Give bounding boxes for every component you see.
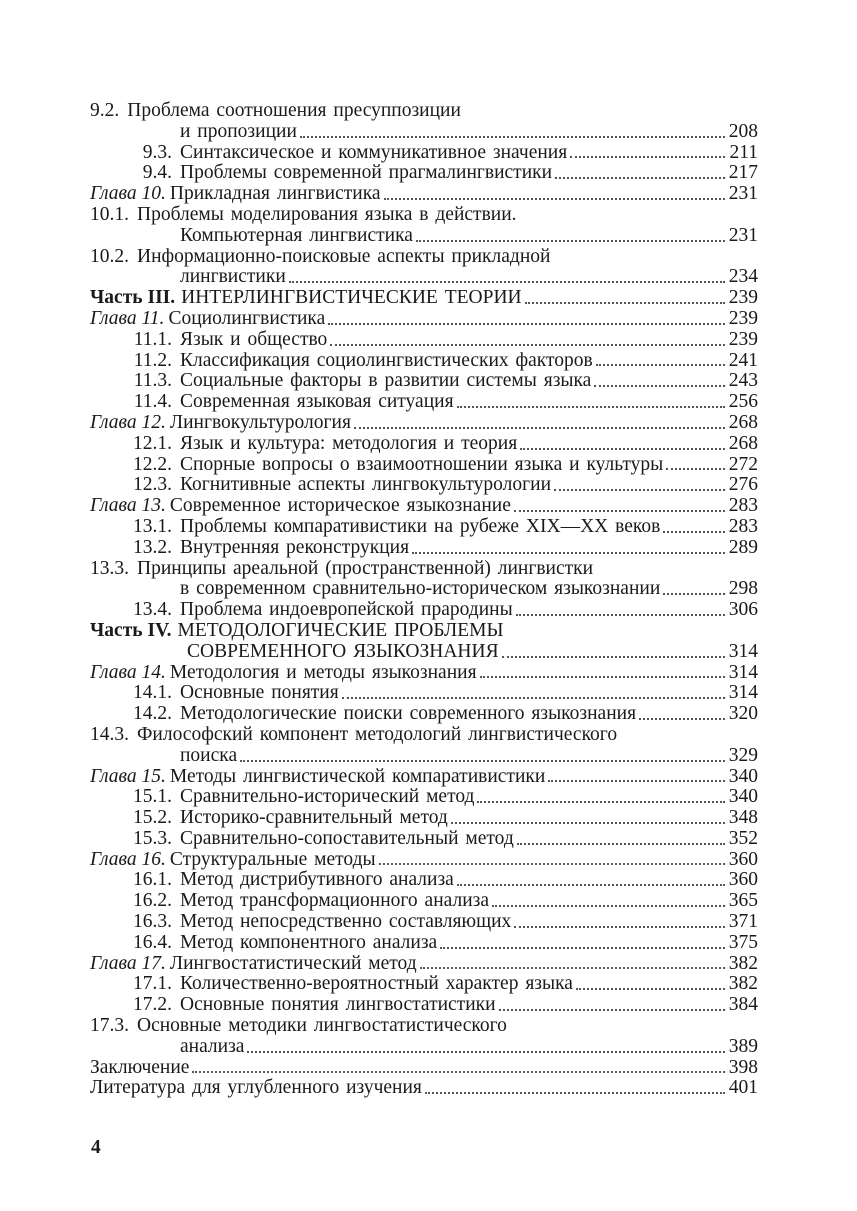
toc-page-number: 241	[728, 349, 758, 371]
toc-page-number: 329	[728, 744, 758, 766]
toc-number: Глава 10.	[90, 183, 166, 205]
toc-title: Проблемы моделирования языка в действии.	[137, 203, 517, 225]
dot-leader	[514, 921, 725, 928]
toc-number: 9.4.	[142, 162, 172, 184]
toc-number: 16.1.	[133, 869, 172, 891]
toc-label	[90, 205, 758, 226]
toc-entry	[90, 787, 758, 808]
dot-leader	[594, 380, 725, 387]
toc-label	[90, 517, 660, 538]
toc-label	[90, 933, 437, 954]
dot-leader	[440, 942, 725, 949]
toc-entry-continuation	[90, 122, 758, 143]
toc-number: 12.3.	[133, 474, 172, 496]
toc-number: 14.2.	[133, 703, 172, 725]
toc-label	[90, 288, 522, 309]
toc-page-number: 256	[728, 391, 758, 413]
dot-leader	[342, 692, 725, 699]
toc-title: Литература для углубленного изучения	[90, 1077, 422, 1099]
toc-entry	[90, 725, 758, 746]
toc-number: 11.4.	[133, 391, 172, 413]
toc-entry	[90, 621, 758, 642]
dot-leader	[596, 359, 725, 366]
toc-entry	[90, 475, 758, 496]
toc-number: Часть IV.	[90, 619, 172, 641]
toc-entry	[90, 371, 758, 392]
dot-leader	[412, 547, 725, 554]
dot-leader	[192, 1066, 725, 1073]
toc-title: Информационно-поисковые аспекты прикладной	[137, 245, 551, 267]
dot-leader	[492, 900, 725, 907]
toc-title: Методы лингвистической компаративистики	[169, 765, 546, 787]
toc-label	[90, 559, 758, 580]
toc-page-number: 239	[728, 328, 758, 350]
toc-entry	[90, 704, 758, 725]
toc-title: Современная языковая ситуация	[180, 391, 454, 413]
toc-number: 12.2.	[133, 453, 172, 475]
toc-entry	[90, 1058, 758, 1079]
dot-leader	[639, 713, 725, 720]
toc-title: Спорные вопросы о взаимоотношении языка и культуры	[180, 453, 664, 475]
toc-title: Метод дистрибутивного анализа	[180, 869, 454, 891]
toc-entry	[90, 247, 758, 268]
toc-page-number: 340	[728, 765, 758, 787]
toc-title: Историко-сравнительный метод	[180, 807, 448, 829]
toc-entry-continuation	[90, 1037, 758, 1058]
toc-label	[90, 663, 477, 684]
toc-entry	[90, 434, 758, 455]
dot-leader	[425, 1087, 725, 1094]
toc-label	[90, 392, 454, 413]
toc-entry	[90, 870, 758, 891]
toc-page-number: 314	[728, 661, 758, 683]
toc-label	[90, 870, 454, 891]
toc-label	[90, 954, 417, 975]
toc-entry	[90, 974, 758, 995]
toc-page-number: 340	[728, 786, 758, 808]
toc-title: Проблема соотношения пресуппозиции	[127, 100, 461, 121]
toc-title: Методологические поиски современного языкознания	[180, 703, 637, 725]
toc-page-number: 272	[728, 453, 758, 475]
toc-title: Принципы ареальной (пространственной) лингвистки	[137, 557, 594, 579]
dot-leader	[384, 193, 725, 200]
toc-entry	[90, 829, 758, 850]
toc-entry	[90, 850, 758, 871]
toc-title-continuation: и пропозиции	[180, 120, 297, 142]
toc-entry	[90, 995, 758, 1016]
toc-title-continuation: лингвистики	[180, 266, 286, 288]
toc-entry	[90, 1016, 758, 1037]
toc-number: 14.3.	[90, 723, 129, 745]
toc-title: Основные методики лингвостатистического	[137, 1015, 507, 1037]
toc-page-number: 243	[728, 370, 758, 392]
toc-entry	[90, 455, 758, 476]
toc-page-number: 283	[728, 515, 758, 537]
toc-page-number: 231	[728, 224, 758, 246]
toc-title: Когнитивные аспекты лингвокультурологии	[180, 474, 552, 496]
toc-title: Количественно-вероятностный характер языка	[180, 973, 573, 995]
toc-page-number: 389	[728, 1035, 758, 1057]
toc-label	[90, 850, 376, 871]
toc-entry-continuation	[90, 267, 758, 288]
toc-title: Внутренняя реконструкция	[180, 536, 410, 558]
toc-label	[90, 621, 758, 642]
dot-leader	[502, 651, 725, 658]
toc-label	[90, 309, 325, 330]
dot-leader	[663, 588, 725, 595]
toc-page-number: 314	[728, 682, 758, 704]
dot-leader	[477, 796, 725, 803]
dot-leader	[247, 1046, 725, 1053]
toc-label	[90, 912, 511, 933]
toc-label	[90, 995, 496, 1016]
toc-label	[90, 496, 511, 517]
toc-entry-continuation	[90, 226, 758, 247]
toc-entry	[90, 891, 758, 912]
toc-title: Структуральные методы	[169, 848, 376, 870]
toc-title: Основные понятия	[180, 682, 339, 704]
toc-number: 17.2.	[133, 994, 172, 1016]
toc-number: 10.2.	[90, 245, 129, 267]
toc-page-number: 398	[728, 1056, 758, 1078]
dot-leader	[517, 838, 725, 845]
toc-number: Глава 17.	[90, 952, 166, 974]
toc-title: Современное историческое языкознание	[169, 495, 511, 517]
toc-entry	[90, 517, 758, 538]
toc-number: Глава 11.	[90, 307, 165, 329]
toc-page-number: 231	[728, 183, 758, 205]
toc-number: 13.1.	[133, 515, 172, 537]
dot-leader	[663, 526, 725, 533]
toc-number: 16.4.	[133, 931, 172, 953]
toc-label	[90, 725, 758, 746]
toc-title: Методология и методы языкознания	[169, 661, 477, 683]
toc-label	[90, 163, 552, 184]
toc-number: 9.2.	[90, 100, 120, 121]
toc-number: Глава 13.	[90, 495, 166, 517]
toc-page-number: 306	[728, 599, 758, 621]
toc-label	[90, 1078, 422, 1099]
toc-number: 14.1.	[133, 682, 172, 704]
toc-entry	[90, 767, 758, 788]
toc-label	[90, 184, 381, 205]
toc-entry	[90, 184, 758, 205]
dot-leader	[548, 775, 725, 782]
toc-page-number: 382	[728, 952, 758, 974]
toc-entry	[90, 663, 758, 684]
toc-title: Синтаксическое и коммуникативное значения	[180, 141, 568, 163]
toc-entry	[90, 163, 758, 184]
toc-title: Метод трансформационного анализа	[180, 890, 490, 912]
toc-entry	[90, 912, 758, 933]
toc-page-number: 276	[728, 474, 758, 496]
toc-label	[90, 683, 339, 704]
toc-label	[90, 1016, 758, 1037]
toc-label	[90, 787, 474, 808]
toc-entry	[90, 205, 758, 226]
toc-page-number: 289	[728, 536, 758, 558]
toc-label	[90, 475, 551, 496]
toc-page-number: 348	[728, 807, 758, 829]
toc-page-number: 371	[728, 911, 758, 933]
toc-label	[90, 767, 545, 788]
toc-number: 10.1.	[90, 203, 129, 225]
toc-title-continuation: Компьютерная лингвистика	[180, 224, 413, 246]
dot-leader	[379, 858, 725, 865]
toc-page-number: 360	[728, 848, 758, 870]
dot-leader	[666, 463, 725, 470]
dot-leader	[516, 609, 725, 616]
toc-entry	[90, 288, 758, 309]
toc-title: Сравнительно-исторический метод	[180, 786, 475, 808]
toc-page-number: 239	[728, 287, 758, 309]
dot-leader	[420, 962, 725, 969]
toc-label	[90, 829, 514, 850]
toc-number: 13.2.	[133, 536, 172, 558]
dot-leader	[289, 276, 725, 283]
dot-leader	[457, 401, 725, 408]
toc-title: Социолингвистика	[168, 307, 326, 329]
dot-leader	[570, 151, 725, 158]
toc-title-continuation: анализа	[180, 1035, 245, 1057]
toc-entry	[90, 954, 758, 975]
toc-number: 16.2.	[133, 890, 172, 912]
toc-entry	[90, 933, 758, 954]
toc-label	[90, 600, 513, 621]
dot-leader	[576, 983, 725, 990]
dot-leader	[240, 755, 725, 762]
toc-page-number: 208	[728, 120, 758, 142]
toc-title: МЕТОДОЛОГИЧЕСКИЕ ПРОБЛЕМЫ	[177, 619, 504, 641]
toc-number: 9.3.	[142, 141, 172, 163]
dot-leader	[416, 235, 725, 242]
toc-page-number: 375	[728, 931, 758, 953]
toc-label	[90, 351, 593, 372]
toc-page-number: 217	[728, 162, 758, 184]
toc-number: Глава 15.	[90, 765, 166, 787]
toc-label	[90, 413, 351, 434]
toc-page-number: 320	[728, 703, 758, 725]
dot-leader	[520, 443, 725, 450]
toc-title: Проблемы компаративистики на рубеже XIX—XX веков	[180, 515, 661, 537]
dot-leader	[555, 172, 725, 179]
dot-leader	[525, 297, 725, 304]
toc-title-continuation: в современном сравнительно-историческом языкознании	[180, 578, 661, 600]
toc-number: 17.3.	[90, 1015, 129, 1037]
toc-number: 17.1.	[133, 973, 172, 995]
toc-number: Глава 12.	[90, 411, 166, 433]
dot-leader	[328, 318, 725, 325]
toc-title: Лингвостатистический метод	[169, 952, 417, 974]
toc-entry	[90, 683, 758, 704]
toc-entry	[90, 330, 758, 351]
toc-number: 13.3.	[90, 557, 129, 579]
toc-number: 15.2.	[133, 807, 172, 829]
toc-entry	[90, 538, 758, 559]
dot-leader	[554, 484, 725, 491]
toc-page-number: 360	[728, 869, 758, 891]
toc-entry-continuation	[90, 579, 758, 600]
toc-page-number: 384	[728, 994, 758, 1016]
toc-entry-continuation	[90, 642, 758, 663]
toc-label	[90, 974, 573, 995]
toc-page-number: 234	[728, 266, 758, 288]
toc-number: 11.3.	[133, 370, 172, 392]
dot-leader	[300, 131, 725, 138]
toc-entry	[90, 413, 758, 434]
toc-label	[90, 455, 663, 476]
dot-leader	[330, 339, 725, 346]
page-number: 4	[91, 1137, 101, 1158]
toc-entry	[90, 1078, 758, 1099]
toc-number: Глава 14.	[90, 661, 166, 683]
toc-number: 16.3.	[133, 911, 172, 933]
toc-title-continuation: поиска	[180, 744, 238, 766]
dot-leader	[514, 505, 725, 512]
toc-entry	[90, 392, 758, 413]
toc-page-number: 314	[728, 640, 758, 662]
toc-page-number: 401	[728, 1077, 758, 1099]
toc-label	[90, 1058, 189, 1079]
toc-number: 11.2.	[133, 349, 172, 371]
toc-number: Часть III.	[90, 287, 176, 309]
toc-title: Метод непосредственно составляющих	[180, 911, 512, 933]
toc-title: Метод компонентного анализа	[180, 931, 438, 953]
toc-number: 12.1.	[133, 432, 172, 454]
toc-page-number: 268	[728, 411, 758, 433]
toc-label	[90, 434, 517, 455]
toc-page-number: 239	[728, 307, 758, 329]
toc-number: 11.1.	[133, 328, 172, 350]
dot-leader	[480, 671, 725, 678]
toc-title: Классификация социолингвистических факторов	[180, 349, 593, 371]
toc-entry	[90, 808, 758, 829]
toc-entry	[90, 496, 758, 517]
toc-number: 15.1.	[133, 786, 172, 808]
toc-page-number: 211	[729, 141, 758, 163]
toc-title: Заключение	[90, 1056, 190, 1078]
toc-entry	[90, 351, 758, 372]
toc-entry	[90, 143, 758, 164]
toc-page-number: 268	[728, 432, 758, 454]
toc-title: Проблемы современной прагмалингвистики	[180, 162, 553, 184]
toc-label	[90, 371, 591, 392]
toc-title: Философский компонент методологий лингвистического	[137, 723, 618, 745]
toc-title: Сравнительно-сопоставительный метод	[180, 827, 514, 849]
dot-leader	[451, 817, 725, 824]
toc-entry-continuation	[90, 746, 758, 767]
toc-title: Язык и культура: методология и теория	[180, 432, 518, 454]
toc-label	[90, 247, 758, 268]
toc-title: Социальные факторы в развитии системы языка	[180, 370, 592, 392]
toc-entry	[90, 600, 758, 621]
toc-page-number: 283	[728, 495, 758, 517]
toc-label	[90, 330, 327, 351]
toc-page-number: 365	[728, 890, 758, 912]
toc-entry	[90, 309, 758, 330]
toc-title: Прикладная лингвистика	[169, 183, 381, 205]
toc-label	[90, 538, 409, 559]
toc-title: Основные понятия лингвостатистики	[180, 994, 496, 1016]
toc-label	[90, 143, 567, 164]
toc-page-number: 382	[728, 973, 758, 995]
toc-number: Глава 16.	[90, 848, 166, 870]
toc-label	[90, 891, 489, 912]
toc-label	[90, 101, 758, 122]
toc-title: Лингвокультурология	[169, 411, 351, 433]
toc-label	[90, 808, 448, 829]
toc-label	[90, 704, 636, 725]
toc-number: 13.4.	[133, 599, 172, 621]
dot-leader	[499, 1004, 725, 1011]
toc-entry	[90, 559, 758, 580]
toc-page-number: 352	[728, 827, 758, 849]
toc-entry	[90, 101, 758, 122]
dot-leader	[354, 422, 725, 429]
toc-title: Язык и общество	[180, 328, 328, 350]
dot-leader	[457, 879, 725, 886]
toc-title: Проблема индоевропейской прародины	[180, 599, 513, 621]
toc-number: 15.3.	[133, 827, 172, 849]
toc-page-number: 298	[728, 578, 758, 600]
toc-title-continuation: СОВРЕМЕННОГО ЯЗЫКОЗНАНИЯ	[187, 640, 499, 662]
toc-title: ИНТЕРЛИНГВИСТИЧЕСКИЕ ТЕОРИИ	[181, 287, 522, 309]
table-of-contents	[90, 101, 758, 1099]
